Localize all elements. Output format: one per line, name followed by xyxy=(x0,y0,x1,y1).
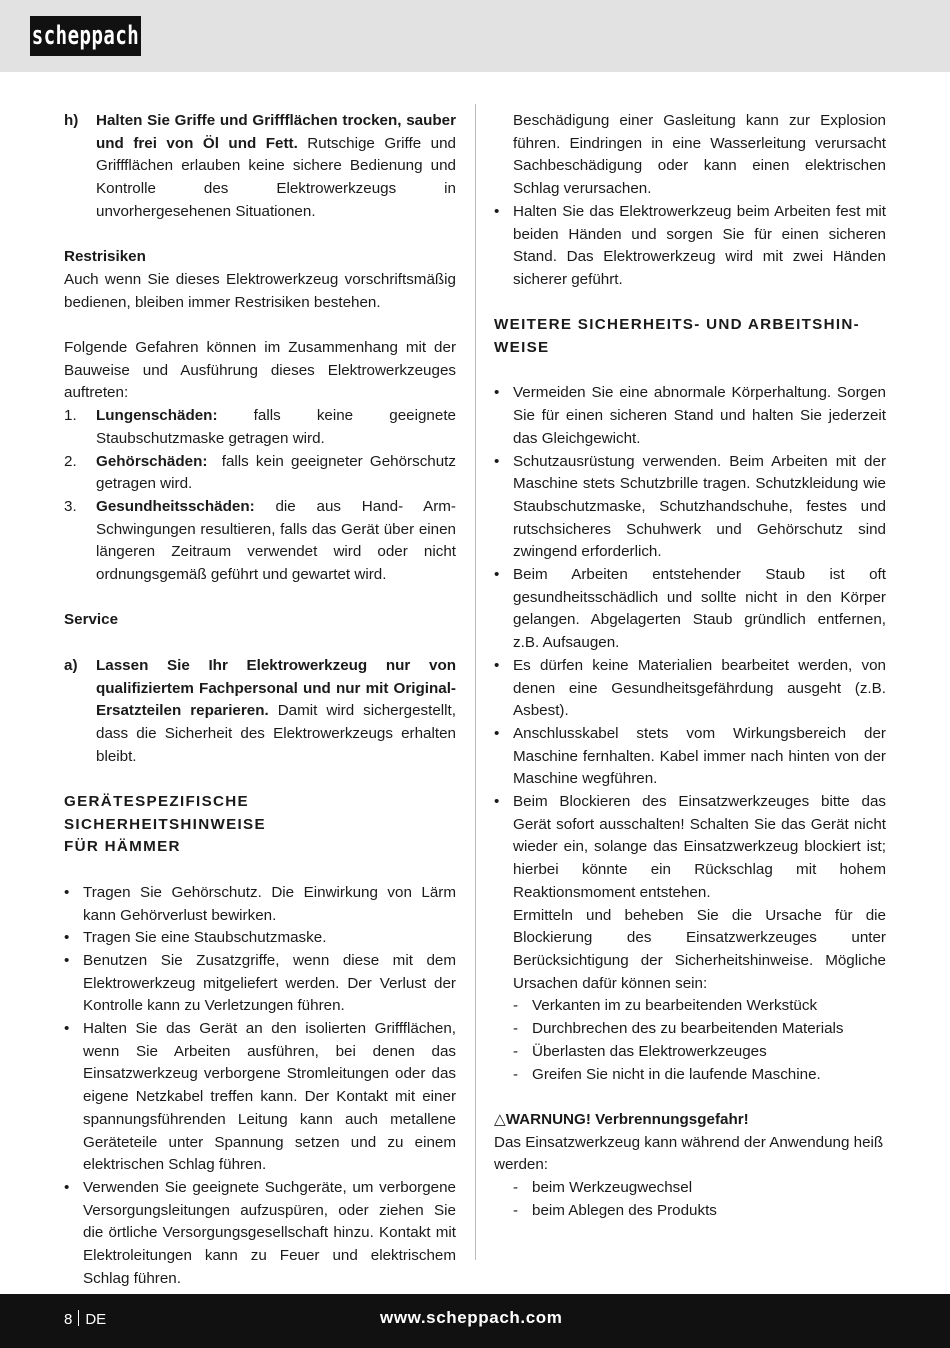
geraete-heading-line: FÜR HÄMMER xyxy=(64,838,181,856)
page-num: 8 xyxy=(64,1311,73,1328)
warning-triangle-icon: △ xyxy=(494,1110,506,1128)
rule-a-text: Damit wird sichergestellt, dass die Sicherheit des Elektrowerkzeugs erhalten bleibt. xyxy=(96,702,456,765)
logo-text: scheppach xyxy=(31,21,140,51)
list-item: • Schutzausrüstung verwenden. Beim Arbeiten mit der Maschine stets Schutzbrille tragen. Schutzkleidung wie Staubschutzmaske, Schutzhandschuhe, festes und rutschsicheres Schuhwerk und Gehörschutz sind zwingend erforderlich. xyxy=(494,452,886,561)
list-item: • Vermeiden Sie eine abnormale Körperhaltung. Sorgen Sie für einen sicheren Stand und halten Sie jederzeit das Gleichgewicht. xyxy=(494,384,886,447)
danger-item xyxy=(64,405,456,450)
causes-intro: Ermitteln und beheben Sie die Ursache für die Blockierung des Einsatzwerkzeuges unter Berücksichtigung der Sicherheitshinweise. Mögliche Ursachen dafür können sein: xyxy=(513,906,886,992)
left-column xyxy=(64,110,461,1290)
rule-a-bold: Lassen Sie Ihr Elektrowerkzeug nur von qualifiziertem Fachpersonal und nur mit Original-Ersatzteilen reparieren. xyxy=(96,656,456,720)
list-item: • Es dürfen keine Materialien bearbeitet werden, von denen eine Gesundheitsgefährdung ausgeht (z.B. Asbest). xyxy=(494,656,886,720)
list-item: • Tragen Sie Gehörschutz. Die Einwirkung von Lärm kann Gehörverlust bewirken. xyxy=(64,883,456,924)
language-code: DE xyxy=(85,1311,107,1328)
rule-h-label: h) xyxy=(64,112,79,129)
warning-title xyxy=(494,1109,886,1132)
geraete-heading xyxy=(64,791,456,859)
warning-item: - beim Werkzeugwechsel xyxy=(513,1179,693,1196)
cause-item: - Greifen Sie nicht in die laufende Maschine. xyxy=(513,1065,821,1083)
danger-item xyxy=(64,496,456,587)
danger-bold: Gehörschäden: xyxy=(96,452,208,470)
list-item: • Verwenden Sie geeignete Suchgeräte, um verborgene Versorgungsleitungen aufzuspüren, oder ziehen Sie die örtliche Versorgungsgesellschaft hinzu. Kontakt mit Elektroleitungen kann zu Feuer und elektrischem Schlag führen. xyxy=(64,1178,456,1287)
cause-item: - Durchbrechen des zu bearbeitenden Materials xyxy=(513,1020,844,1038)
list-item: • Beim Arbeiten entstehender Staub ist oft gesundheitsschädlich und sollte nicht in den Körper gelangen. Abgelagerten Staub gründlich entfernen, z.B. Aufsaugen. xyxy=(494,566,886,652)
rule-h-text: Rutschige Griffe und Griffflächen erlauben keine sichere Bedienung und Kontrolle des Elektrowerkzeugs in unvorhergesehenen Situationen. xyxy=(96,134,456,220)
column-divider xyxy=(475,104,476,1260)
weitere-heading-line: WEISE xyxy=(494,339,550,357)
danger-num: 2. xyxy=(64,452,77,470)
restrisiken-text: Auch wenn Sie dieses Elektrowerkzeug vorschriftsmäßig bedienen, bleiben immer Restrisiken bestehen. xyxy=(64,270,456,311)
right-column xyxy=(494,110,886,1222)
danger-text: falls kein geeigneter Gehörschutz getragen wird. xyxy=(96,452,461,493)
list-item: • Benutzen Sie Zusatzgriffe, wenn diese mit dem Elektrowerkzeug mitgeliefert werden. Der Verlust der Kontrolle kann zu Verletzungen führen. xyxy=(64,951,456,1015)
danger-text: falls keine geeignete Staubschutzmaske getragen wird. xyxy=(96,407,456,447)
cause-item: - Überlasten das Elektrowerkzeuges xyxy=(513,1042,767,1060)
danger-item xyxy=(64,451,461,496)
list-item: • Tragen Sie eine Staubschutzmaske. xyxy=(64,929,327,947)
page-footer xyxy=(0,1294,950,1348)
danger-bold: Gesundheitsschäden: xyxy=(96,497,255,515)
continued-text: Beschädigung einer Gasleitung kann zur Explosion führen. Eindringen in eine Wasserleitung verursacht Sachbeschädigung oder kann einen elektrischen Schlag verursachen. xyxy=(513,112,886,198)
list-item: • Beim Blockieren des Einsatzwerkzeuges bitte das Gerät sofort ausschalten! Schalten Sie das Gerät nicht wieder ein, solange das Einsatzwerkzeug blockiert ist; hierbei könnte ein Rückschlag mit hohem Reaktionsmoment entstehen. xyxy=(494,793,886,901)
restrisiken-title: Restrisiken xyxy=(64,248,146,266)
service-title: Service xyxy=(64,611,119,629)
rule-a-label: a) xyxy=(64,656,78,674)
weitere-heading xyxy=(494,314,886,359)
list-item: • Anschlusskabel stets vom Wirkungsbereich der Maschine fernhalten. Kabel immer nach hinten von der Maschine wegführen. xyxy=(494,724,886,788)
danger-text: die aus Hand- Arm-Schwingungen resultieren, falls das Gerät über einen längeren Zeitraum verwendet wird oder nicht ordnungsgemäß geführt und gewartet wird. xyxy=(96,497,456,584)
danger-bold: Lungenschäden: xyxy=(96,407,218,425)
rule-h xyxy=(64,110,456,224)
dangers-intro: Folgende Gefahren können im Zusammenhang mit der Bauweise und Ausführung dieses Elektrowerkzeuges auftreten: xyxy=(64,339,456,402)
page-number xyxy=(64,1310,106,1328)
cause-item: - Verkanten im zu bearbeitenden Werkstück xyxy=(513,997,818,1015)
weitere-heading-line: WEITERE SICHERHEITS- UND ARBEITSHIN- xyxy=(494,316,861,334)
scheppach-logo xyxy=(30,16,141,56)
warning-title-text: WARNUNG! Verbrennungsgefahr! xyxy=(505,1110,749,1128)
website-url[interactable]: www.scheppach.com xyxy=(380,1308,563,1327)
danger-num: 1. xyxy=(64,407,77,425)
list-item: • Halten Sie das Elektrowerkzeug beim Arbeiten fest mit beiden Händen und sorgen Sie für einen sicheren Stand. Das Elektrowerkzeug wird mit zwei Händen sicherer geführt. xyxy=(494,202,886,288)
page-header xyxy=(0,0,950,72)
rule-a xyxy=(64,655,456,769)
warning-text: Das Einsatzwerkzeug kann während der Anwendung heiß werden: xyxy=(494,1133,884,1174)
list-item: • Halten Sie das Gerät an den isolierten Griffflächen, wenn Sie Arbeiten ausführen, bei denen das Einsatzwerkzeug verborgene Stromleitungen oder das eigene Netzkabel treffen kann. Der Kontakt mit einer spannungsführenden Leitung kann auch metallene Geräteteile unter Spannung setzen und zu einem elektrischen Schlag führen. xyxy=(64,1020,456,1174)
geraete-heading-line: GERÄTESPEZIFISCHE SICHERHEITSHINWEISE xyxy=(64,793,266,833)
rule-h-bold: Halten Sie Griffe und Griffflächen trocken, sauber und frei von Öl und Fett. xyxy=(96,112,456,152)
danger-num: 3. xyxy=(64,497,77,515)
warning-item: - beim Ablegen des Produkts xyxy=(513,1201,717,1219)
